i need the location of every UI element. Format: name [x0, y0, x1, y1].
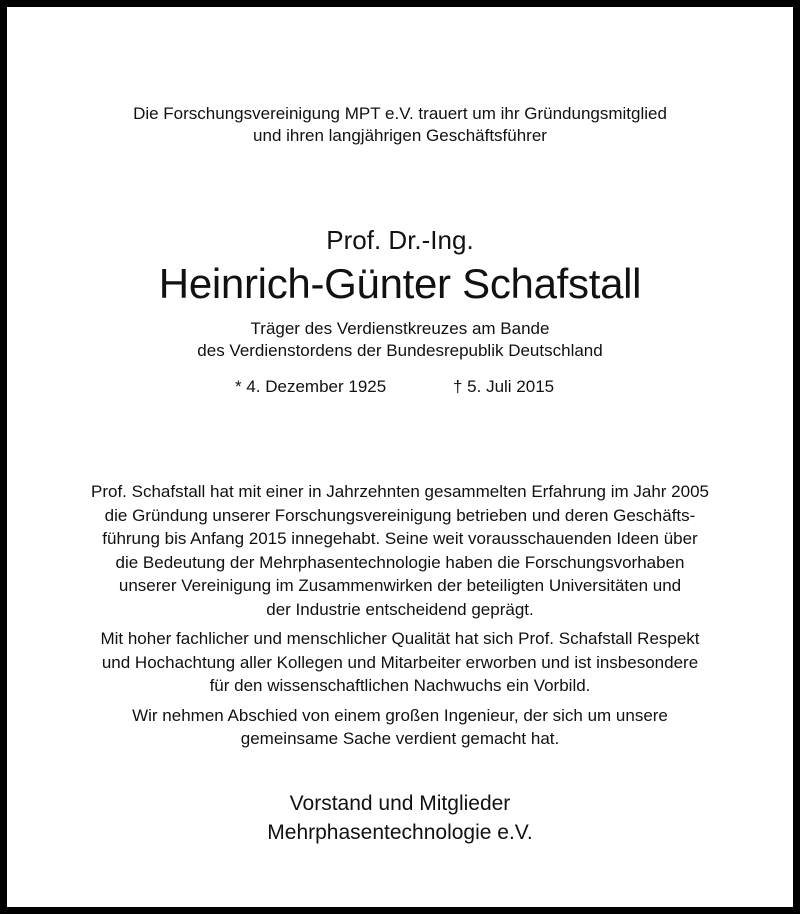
- obituary-notice: [7, 7, 793, 907]
- paragraph-line: Prof. Schafstall hat mit einer in Jahrzehnten gesammelten Erfahrung im Jahr 2005: [91, 482, 709, 501]
- birth-date: * 4. Dezember 1925: [235, 377, 387, 396]
- paragraph-line: und Hochachtung aller Kollegen und Mitarbeiter erworben und ist insbesondere: [101, 652, 699, 672]
- signature-line-1: Vorstand und Mitglieder: [289, 792, 511, 815]
- paragraph-line: die Bedeutung der Mehrphasentechnologie haben die Forschungsvorhaben: [115, 552, 685, 572]
- paragraph-line: unserer Vereinigung im Zusammenwirken der beteiligten Universitäten und: [118, 576, 682, 595]
- award-description: [7, 318, 793, 362]
- deceased-name: Heinrich-Günter Schafstall: [158, 260, 642, 307]
- award-line-1: Träger des Verdienstkreuzes am Bande: [250, 319, 550, 338]
- intro-line-1: Die Forschungsvereinigung MPT e.V. trauert um ihr Gründungsmitglied: [133, 104, 667, 123]
- paragraph-line: der Industrie entscheidend geprägt.: [266, 599, 534, 619]
- intro-line-2: und ihren langjährigen Geschäftsführer: [253, 126, 547, 145]
- signature-block: [7, 789, 793, 847]
- death-date: † 5. Juli 2015: [453, 377, 555, 396]
- paragraph-line: für den wissenschaftlichen Nachwuchs ein Vorbild.: [209, 676, 591, 695]
- life-dates: [7, 374, 793, 400]
- paragraph-line: führung bis Anfang 2015 innegehabt. Seine weit vorausschauenden Ideen über: [102, 529, 698, 548]
- tribute-text: [7, 474, 793, 757]
- signature-line-2: Mehrphasentechnologie e.V.: [267, 821, 533, 844]
- academic-title: Prof. Dr.-Ing.: [326, 225, 474, 255]
- intro-statement: [7, 103, 793, 147]
- paragraph-line: gemeinsame Sache verdient gemacht hat.: [240, 729, 560, 748]
- award-line-2: des Verdienstordens der Bundesrepublik Deutschland: [197, 341, 603, 360]
- paragraph-line: die Gründung unserer Forschungsvereinigung betrieben und deren Geschäfts-: [104, 505, 696, 525]
- paragraph-line: Mit hoher fachlicher und menschlicher Qualität hat sich Prof. Schafstall Respekt: [100, 629, 700, 648]
- paragraph-line: Wir nehmen Abschied von einem großen Ingenieur, der sich um unsere: [132, 705, 668, 725]
